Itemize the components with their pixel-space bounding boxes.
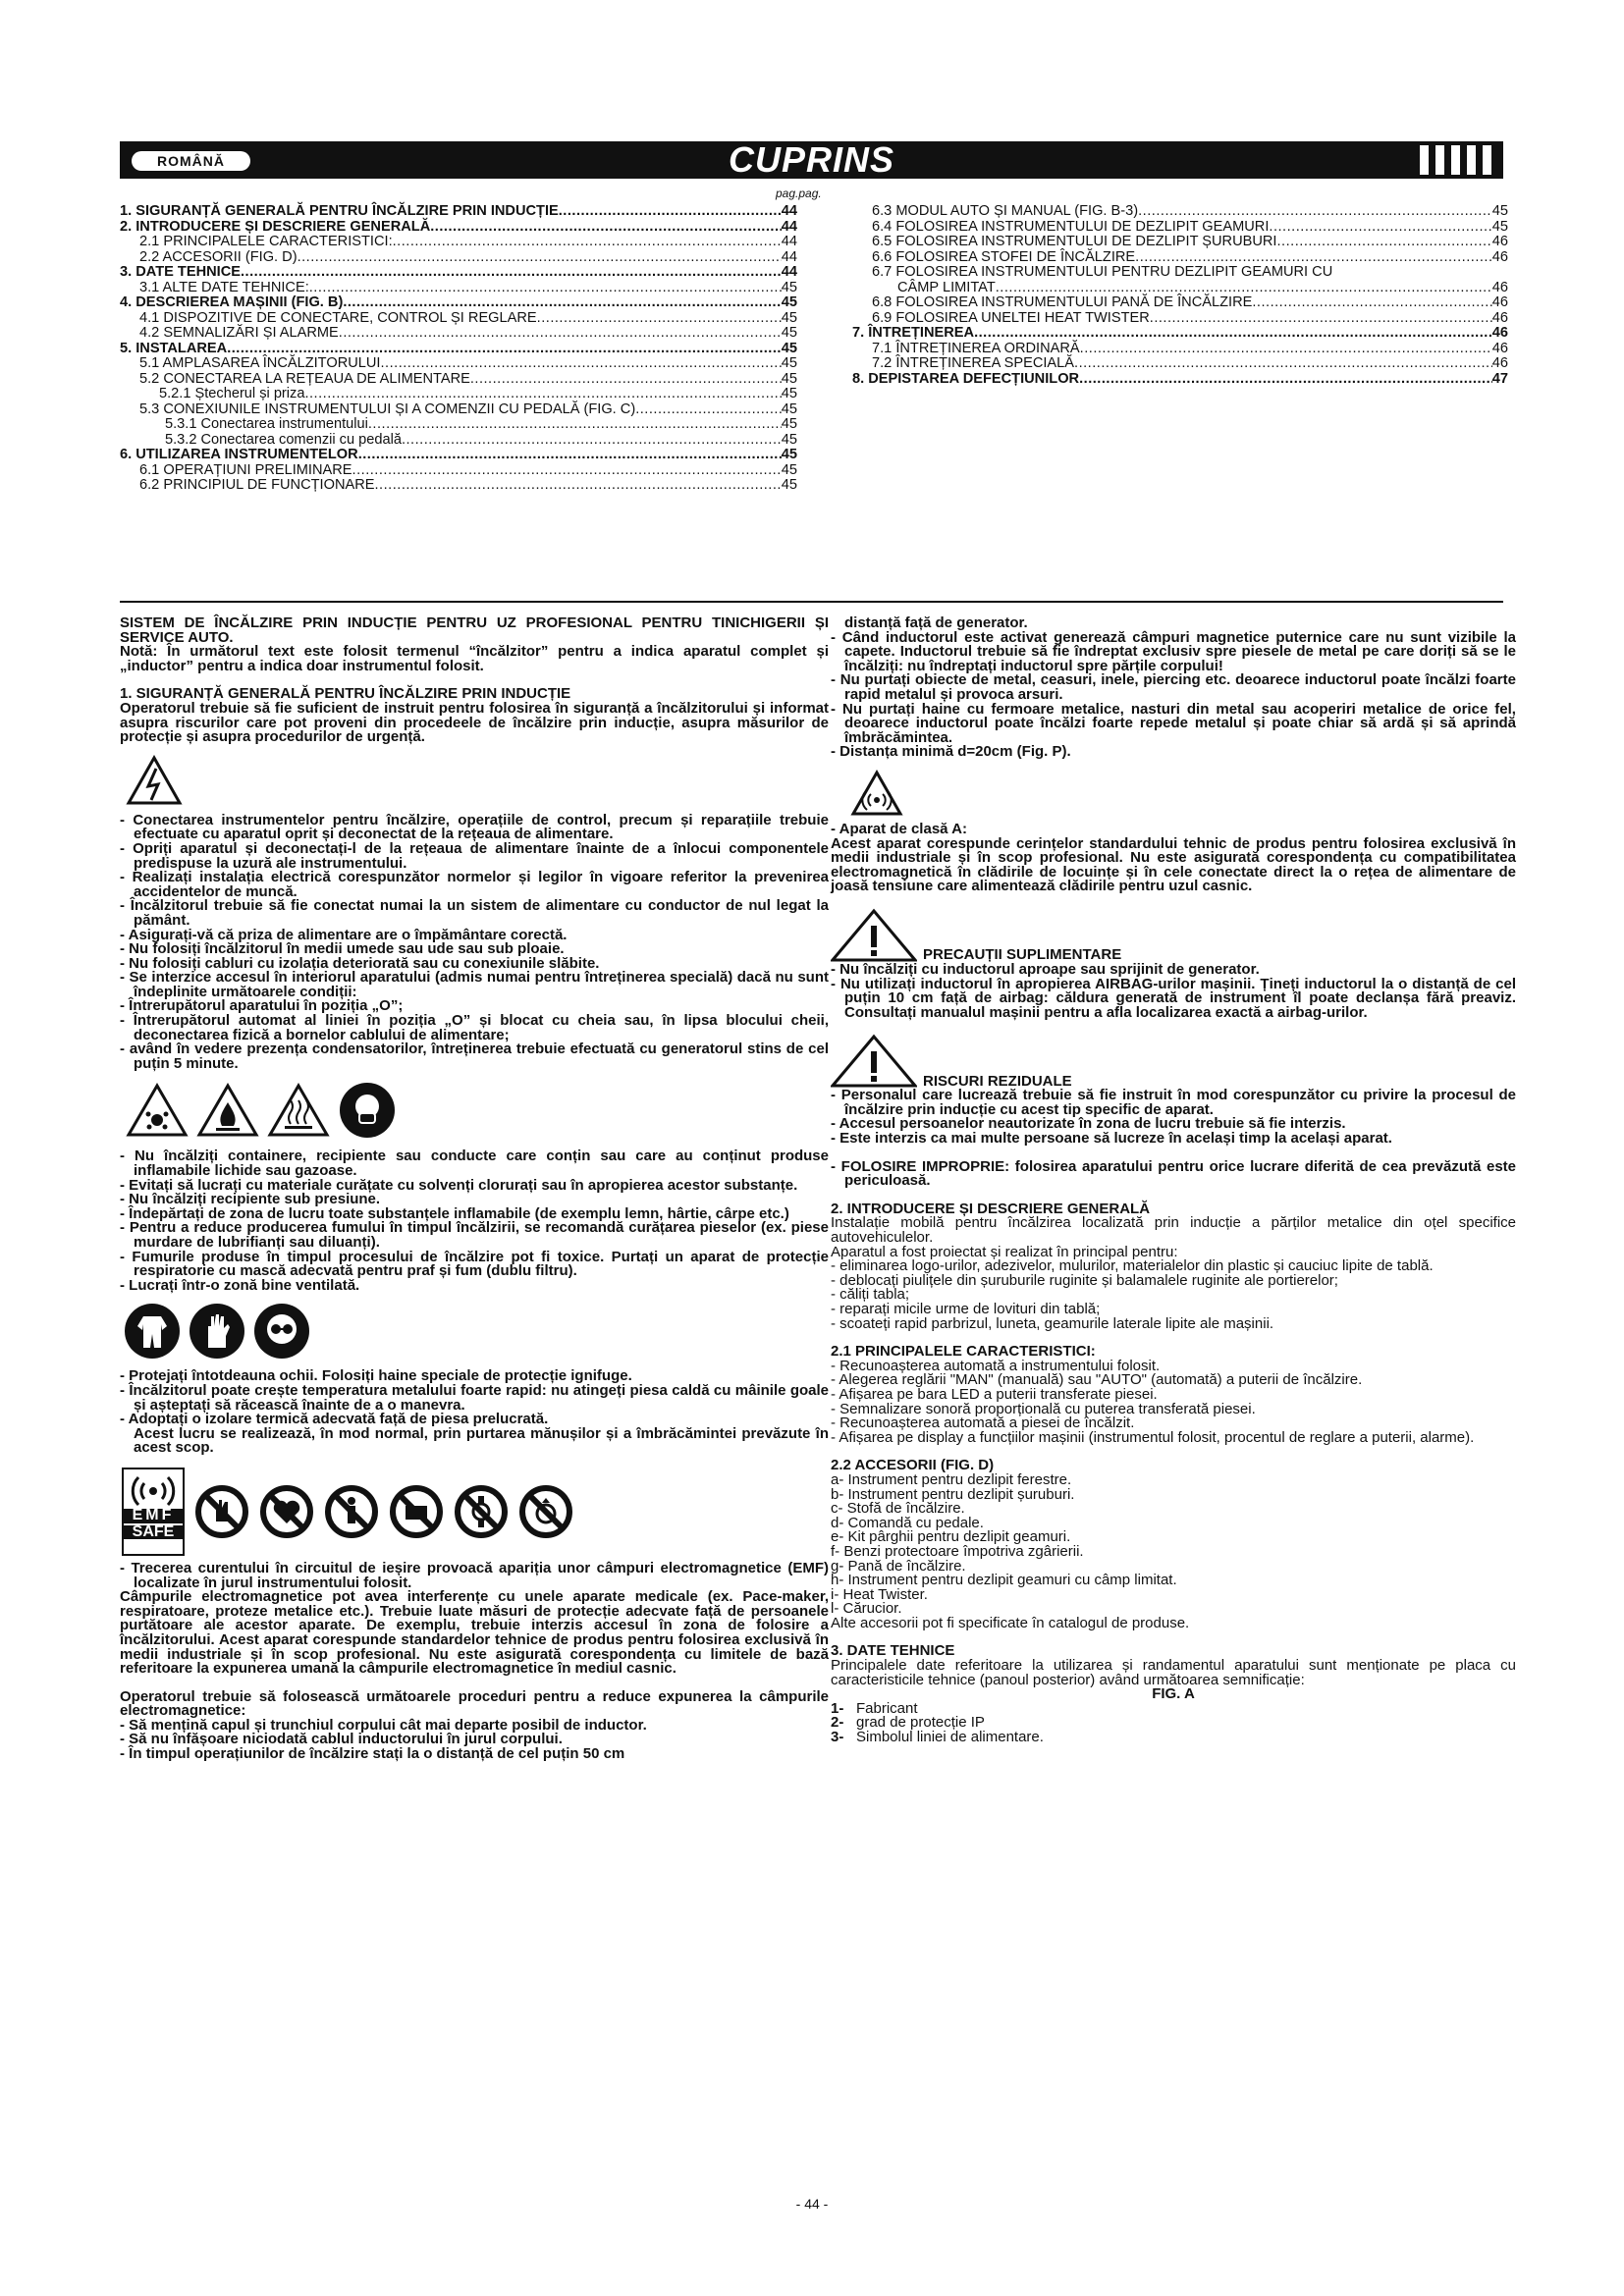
toc-page: 46 <box>1491 279 1508 295</box>
list-item: - Este interzis ca mai multe persoane să lucreze în același timp la același aparat. <box>831 1130 1392 1148</box>
toc-leader <box>559 204 782 220</box>
toc-entry-title: 5.3.2 Conectarea comenzii cu pedală <box>165 431 402 448</box>
page-title: CUPRINS <box>728 139 895 180</box>
list-item: - Să mențină capul și trunchiul corpului cât mai departe posibil de inductor. <box>120 1716 647 1734</box>
toc-leader <box>343 295 781 311</box>
no-metal-objects-icon <box>389 1484 444 1539</box>
toc-entry <box>120 417 797 433</box>
toc-entry <box>120 295 797 311</box>
toc-leader <box>1074 356 1492 372</box>
toc-leader <box>380 356 781 372</box>
list-item: - Pentru a reduce producerea fumului în timpul încălzirii, se recomandă curățarea pieselor (ex. piese murdare de lubrifianți sau diluanți). <box>120 1219 829 1251</box>
class-a-title: - Aparat de clasă A: <box>831 820 967 837</box>
toc-leader <box>393 235 782 250</box>
list-item: - Distanța minimă d=20cm (Fig. P). <box>831 743 1071 761</box>
toc-leader <box>1277 235 1492 250</box>
section-2-2-list <box>831 1470 1516 1618</box>
toc-leader <box>402 433 782 449</box>
toc-entry <box>852 265 1508 281</box>
toc-leader <box>974 326 1492 342</box>
list-item: - Se interzice accesul în interiorul aparatului (admis numai pentru întreținerea specială) dacă nu sunt îndeplinite următoarele condiții: <box>120 969 829 1000</box>
toc-leader <box>304 387 781 402</box>
toc-leader <box>1135 250 1492 266</box>
toc-entry-title: 8. DEPISTAREA DEFECȚIUNILOR <box>852 370 1080 387</box>
list-item: - Nu încălziți cu inductorul aproape sau sprijinit de generator. <box>831 960 1260 978</box>
toc-entry-title: 5.3 CONEXIUNILE INSTRUMENTULUI ȘI A COMENZII CU PEDALĂ (FIG. C) <box>139 400 636 417</box>
toc-entry-title: 2.2 ACCESORII (FIG. D) <box>139 248 298 265</box>
toc-entry <box>120 342 797 357</box>
toc-right <box>852 204 1508 387</box>
list-item: - Îndepărtați de zona de lucru toate substanțele inflamabile (de exemplu lemn, hârtie, cârpe etc.) <box>120 1204 789 1222</box>
page-number: - 44 - <box>795 2196 829 2212</box>
caution-icon <box>831 908 917 963</box>
list-item: - Recunoașterea automată a instrumentului folosit. <box>831 1357 1161 1374</box>
toc-entry-title: 5. INSTALAREA <box>120 340 228 356</box>
toc-page: 44 <box>781 248 797 265</box>
explosion-hazard-icon <box>126 1083 189 1138</box>
toc-page: 46 <box>1491 309 1508 326</box>
toc-page-label: pag.pag. <box>776 187 822 200</box>
list-item: - Afișarea pe bara LED a puterii transferate piesei. <box>831 1385 1158 1403</box>
toc-leader <box>996 281 1492 296</box>
toc-left <box>120 204 797 494</box>
toc-entry-title: 2.1 PRINCIPALELE CARACTERISTICI: <box>139 234 393 249</box>
toc-entry <box>852 281 1508 296</box>
continuation-text: distanță față de generator. <box>844 614 1028 631</box>
section-2-2-tail: Alte accesorii pot fi specificate în catalogul de produse. <box>831 1614 1190 1631</box>
section-2-2-title: 2.2 ACCESORII (FIG. D) <box>831 1457 995 1474</box>
emf-procedure-list <box>120 1716 829 1763</box>
list-item: - Întrerupătorul aparatului în poziția „O”; <box>120 997 404 1015</box>
list-item: - Întrerupătorul automat al liniei în poziția „O” și blocat cu cheia sau, în lipsa blocului cheii, deconectarea fizică a bornelor cablului de alimentare; <box>120 1012 829 1043</box>
toc-page: 45 <box>781 309 797 326</box>
list-item: - Opriți aparatul și deconectați-l de la rețeaua de alimentare înainte de a înlocui componentele predispuse la uzură ale instrumentului. <box>120 839 829 872</box>
toc-entry-title: 4. DESCRIEREA MAȘINII (FIG. B) <box>120 294 344 310</box>
header-bar <box>120 141 1503 179</box>
toc-entry <box>852 356 1508 372</box>
toc-page: 45 <box>781 461 797 478</box>
toc-page: 46 <box>1491 340 1508 356</box>
toc-entry <box>852 220 1508 236</box>
list-item: - Semnalizare sonoră proporțională cu puterea transferată piesei. <box>831 1400 1256 1417</box>
toc-entry <box>120 204 797 220</box>
section-2-1-title: 2.1 PRINCIPALELE CARACTERISTICI: <box>831 1343 1096 1361</box>
emf-icons <box>122 1468 829 1556</box>
list-item: - Evitați să lucrați cu materiale curățate cu solvenți clorurați sau în apropierea acestor substanțe. <box>120 1176 798 1194</box>
residual-risks-heading <box>831 1034 1516 1089</box>
toc-page: 45 <box>781 279 797 295</box>
emf-safe-badge <box>122 1468 185 1556</box>
list-item: - Fumurile produse în timpul procesului de încălzire pot fi toxice. Purtați un aparat de protecție respiratorie cu mască adecvată pentru praf și fum (dublu filtru). <box>120 1248 829 1280</box>
toc-entry <box>120 387 797 402</box>
list-item: l- Cărucior. <box>831 1600 902 1618</box>
list-item: e- Kit pârghii pentru dezlipit geamuri. <box>831 1528 1071 1546</box>
toc-entry <box>852 326 1508 342</box>
list-item: - În timpul operațiunilor de încălzire stați la o distanță de cel puțin 50 cm <box>120 1745 625 1763</box>
fig-a-item: 1- Fabricant <box>831 1699 918 1717</box>
toc-entry <box>120 478 797 494</box>
toc-page: 44 <box>781 203 797 219</box>
no-watch-icon <box>454 1484 509 1539</box>
toc-leader <box>470 372 782 388</box>
toc-entry <box>852 250 1508 266</box>
toc-entry <box>120 372 797 388</box>
header-bars <box>1420 145 1491 175</box>
list-item: c- Stofă de încălzire. <box>831 1500 965 1518</box>
precautions-list <box>831 960 1516 1021</box>
list-item: - Protejați întotdeauna ochii. Folosiți haine speciale de protecție ignifuge. <box>120 1367 632 1385</box>
list-item: - scoateți rapid parbrizul, luneta, geamurile laterale lipite ale mașinii. <box>831 1314 1274 1332</box>
safety-list-c <box>120 1369 829 1426</box>
toc-page: 45 <box>781 370 797 387</box>
list-item: i- Heat Twister. <box>831 1585 928 1603</box>
toc-entry <box>120 402 797 418</box>
toc-leader <box>635 402 782 418</box>
safety-list-a <box>120 811 830 1072</box>
toc-page: 46 <box>1491 325 1508 341</box>
toc-entry <box>120 235 797 250</box>
list-item: - căliți tabla; <box>831 1286 910 1304</box>
toc-entry-title: 7. ÎNTREȚINEREA <box>852 325 975 341</box>
toc-page: 45 <box>781 386 797 401</box>
section-2-1-list <box>831 1357 1516 1446</box>
toc-leader <box>1252 295 1491 311</box>
toc-leader <box>241 265 782 281</box>
toc-entry-title: 4.2 SEMNALIZĂRI ȘI ALARME <box>139 325 339 341</box>
misuse-text: - FOLOSIRE IMPROPRIE: folosirea aparatului pentru orice lucrare diferită de cea prevăzută este periculoasă. <box>831 1157 1516 1190</box>
toc-entry-title: 6. UTILIZAREA INSTRUMENTELOR <box>120 447 358 462</box>
list-item: - Încălzitorul poate crește temperatura metalului foarte rapid: nu atingeți piesa caldă cu mâinile goale și așteptați să răcească înainte de a o manevra. <box>120 1381 829 1414</box>
toc-leader <box>1138 204 1492 220</box>
toc-entry <box>120 356 797 372</box>
toc-entry-title: 2. INTRODUCERE ȘI DESCRIERE GENERALĂ <box>120 218 431 235</box>
list-item: b- Instrument pentru dezlipit șuruburi. <box>831 1485 1075 1503</box>
list-item: - Nu purtați obiecte de metal, ceasuri, inele, piercing etc. deoarece inductorul poate încălzi foarte rapid metalul și provoca arsuri. <box>831 671 1516 703</box>
toc-leader <box>1150 311 1492 327</box>
toc-entry-title: 1. SIGURANȚĂ GENERALĂ PENTRU ÎNCĂLZIRE PRIN INDUCȚIE <box>120 203 559 219</box>
toc-page: 45 <box>781 431 797 448</box>
list-item: - Adoptați o izolare termică adecvată față de piesa prelucrată. <box>120 1411 549 1428</box>
list-item: h- Instrument pentru dezlipit geamuri cu câmp limitat. <box>831 1572 1177 1589</box>
toc-entry-title: 6.8 FOLOSIREA INSTRUMENTULUI PANĂ DE ÎNCĂLZIRE <box>872 294 1253 310</box>
toc-page: 45 <box>1491 203 1508 219</box>
list-item: - Personalul care lucrează trebuie să fie instruit în mod corespunzător cu privire la procesul de încălzire prin inducție cu acest tip specific de aparat. <box>831 1087 1516 1118</box>
non-ionizing-radiation-icon <box>850 770 903 817</box>
toc-entry-title: 7.2 ÎNTREȚINEREA SPECIALĂ <box>872 355 1075 371</box>
toc-entry <box>120 433 797 449</box>
toc-entry <box>120 250 797 266</box>
safe-label: SAFE <box>124 1525 183 1540</box>
toc-entry-title: 6.6 FOLOSIREA STOFEI DE ÎNCĂLZIRE <box>872 248 1136 265</box>
toc-entry-title: 6.1 OPERAȚIUNI PRELIMINARE <box>139 461 352 478</box>
toc-leader <box>339 326 782 342</box>
section-1-title: 1. SIGURANȚĂ GENERALĂ PENTRU ÎNCĂLZIRE PRIN INDUCȚIE <box>120 685 571 703</box>
toc-page: 44 <box>781 264 797 280</box>
toc-leader <box>430 220 782 236</box>
list-item: - eliminarea logo-urilor, adezivelor, mulurilor, materialelor din plastic și cauciuc lipite de tablă. <box>831 1257 1434 1275</box>
toc-entry <box>120 463 797 479</box>
list-item: - Nu folosiți încălzitorul în medii umede sau ude sau sub ploaie. <box>120 940 565 958</box>
section-1-text: Operatorul trebuie să fie suficient de instruit pentru folosirea în siguranță a încălzitorului și informat asupra riscurilor care pot proveni din procedeele de încălzire prin inducție, asupra măsurilor de protecție și asupra procedurilor de urgență. <box>120 699 829 746</box>
toc-page: 46 <box>1491 294 1508 310</box>
electric-hazard-icon <box>126 755 183 806</box>
toc-page: 45 <box>781 416 797 432</box>
precautions-heading <box>831 908 1516 963</box>
toc-entry-title: 6.2 PRINCIPIUL DE FUNCȚIONARE <box>139 477 375 493</box>
toc-entry <box>120 265 797 281</box>
toc-entry-title: 6.7 FOLOSIREA INSTRUMENTULUI PENTRU DEZLIPIT GEAMURI CU <box>872 264 1333 280</box>
section-2-text-2: Aparatul a fost proiectat și realizat în principal pentru: <box>831 1243 1178 1260</box>
inductor-safety-list <box>831 628 1516 761</box>
toc-leader <box>537 311 782 327</box>
toc-page: 45 <box>781 400 797 417</box>
emf-text: Câmpurile electromagnetice pot avea interferențe cu unele aparate medicale (ex. Pace-maker, respiratoare, proteze metalice etc.). Trebuie luate măsuri de protecție adecvate față de persoanele purtătoare ale acestor aparate. De exemplu, trebuie interzis accesul în zona de folosire a încălzitorului. Acest aparat corespunde standardelor tehnice de produs pentru folosirea exclusivă în medii industriale și în scop profesional. Nu este asigurată corespondența cu limitele de bază referitoare la expunerea umană la câmpurile electromagnetice în mediul casnic. <box>120 1588 829 1678</box>
warning-icons-2 <box>126 1081 829 1140</box>
no-touch-icon <box>194 1484 249 1539</box>
toc-entry <box>120 220 797 236</box>
left-column <box>120 616 829 1762</box>
no-jewelry-icon <box>518 1484 573 1539</box>
toc-entry <box>852 295 1508 311</box>
list-item: d- Comandă cu pedale. <box>831 1514 984 1531</box>
toc-entry-title: 7.1 ÎNTREȚINEREA ORDINARĂ <box>872 340 1080 356</box>
eye-protection-icon <box>253 1303 310 1360</box>
list-item: - Nu utilizați inductorul în apropierea AIRBAG-urilor mașinii. Țineți inductorul la o distanță de cel puțin 10 cm față de airbag: căldura generată de instrument îl poate declanșa fără preaviz. Consultați manualul mașinii pentru a afla localizarea exactă a airbag-urilor. <box>831 975 1516 1021</box>
class-a-text: Acest aparat corespunde cerințelor standardului tehnic de produs pentru folosirea exclusivă în medii industriale și în scop profesional. Nu este asigurată corespondența cu compatibilitatea electromagnetică în clădirile de locuințe și în cele conectate direct la o rețea de alimentare de joasă tensiune care alimentează clădirile pentru uzul casnic. <box>831 834 1516 895</box>
toc-page: 45 <box>781 447 797 462</box>
toc-entry-title: 5.2.1 Ștecherul și priza <box>159 386 305 401</box>
toc-entry-title: 6.3 MODUL AUTO ȘI MANUAL (FIG. B-3) <box>872 203 1139 219</box>
right-column <box>831 616 1516 1745</box>
list-item: - Accesul persoanelor neautorizate în zona de lucru trebuie să fie interzis. <box>831 1115 1346 1133</box>
toc-entry-title: 5.2 CONECTAREA LA REȚEAUA DE ALIMENTARE <box>139 370 470 387</box>
list-item: - Conectarea instrumentelor pentru încălzire, operațiile de control, precum și reparațiile trebuie efectuate cu aparatul oprit și deconectat de la rețeaua de alimentare. <box>120 811 829 843</box>
toc-page: 46 <box>1491 355 1508 371</box>
toc-leader <box>1080 342 1492 357</box>
ppe-icons <box>124 1303 829 1360</box>
precautions-title: PRECAUȚII SUPLIMENTARE <box>923 946 1122 964</box>
section-2-list <box>831 1259 1516 1331</box>
toc-entry-title: 3. DATE TEHNICE <box>120 264 241 280</box>
divider <box>120 601 1503 603</box>
list-item: - Încălzitorul trebuie să fie conectat numai la un sistem de alimentare cu conductor de nul legat la pământ. <box>120 897 829 929</box>
list-item: g- Pană de încălzire. <box>831 1557 966 1575</box>
residual-risks-list <box>831 1089 1516 1146</box>
toc-page: 44 <box>781 218 797 235</box>
emf-label: EMF <box>124 1509 183 1523</box>
toc-entry <box>120 281 797 296</box>
respirator-icon <box>338 1081 397 1140</box>
list-item: - reparați micile urme de lovituri din tablă; <box>831 1301 1101 1317</box>
list-item: - Să nu înfășoare niciodată cablul inductorului în jurul corpului. <box>120 1731 563 1748</box>
toc-page: 45 <box>781 325 797 341</box>
list-item: a- Instrument pentru dezlipit ferestre. <box>831 1470 1072 1488</box>
toc-entry-title: 6.9 FOLOSIREA UNELTEI HEAT TWISTER <box>872 309 1150 326</box>
list-item: - Asigurați-vă că priza de alimentare are o împământare corectă. <box>120 926 568 943</box>
caution-icon <box>831 1034 917 1089</box>
toc-page: 45 <box>781 340 797 356</box>
toc-entry-title: CÂMP LIMITAT <box>897 279 996 295</box>
toc-page: 46 <box>1491 248 1508 265</box>
intro-title: SISTEM DE ÎNCĂLZIRE PRIN INDUCȚIE PENTRU UZ PROFESIONAL PENTRU TINICHIGERII ȘI SERVICE AUTO. <box>120 614 829 646</box>
toc-leader <box>1079 372 1492 388</box>
hot-surface-icon <box>267 1083 330 1138</box>
list-item: - deblocați piulițele din șuruburile ruginite și balamalele ruginite ale portierelor; <box>831 1271 1338 1289</box>
toc-page: 47 <box>1491 370 1508 387</box>
toc-entry <box>852 235 1508 250</box>
residual-risks-title: RISCURI REZIDUALE <box>923 1072 1072 1090</box>
toc-leader <box>375 478 782 494</box>
emf-procedure-intro: Operatorul trebuie să folosească următoarele proceduri pentru a reduce expunerea la câmpurile electromagnetice: <box>120 1687 829 1720</box>
toc-entry-title: 6.4 FOLOSIREA INSTRUMENTULUI DE DEZLIPIT GEAMURI <box>872 218 1270 235</box>
toc-leader <box>298 250 782 266</box>
radio-waves-icon <box>129 1469 178 1509</box>
toc-entry <box>852 311 1508 327</box>
emf-list-item: - Trecerea curentului în circuitul de ieșire provoacă apariția unor câmpuri electromagnetice (EMF) localizate în jurul instrumentului folosit. <box>120 1559 829 1591</box>
toc-leader <box>227 342 782 357</box>
toc-leader <box>309 281 782 296</box>
warning-icons-1 <box>126 755 829 806</box>
toc-page: 45 <box>781 355 797 371</box>
toc-entry-title: 6.5 FOLOSIREA INSTRUMENTULUI DE DEZLIPIT ȘURUBURI <box>872 234 1277 249</box>
toc-entry-title: 5.1 AMPLASAREA ÎNCĂLZITORULUI <box>139 355 381 371</box>
toc-entry-title: 3.1 ALTE DATE TEHNICE: <box>139 279 309 295</box>
toc-page: 45 <box>1491 218 1508 235</box>
list-c-tail: Acest lucru se realizează, în mod normal, prin purtarea mănușilor și a îmbrăcămintei prevăzute în acest scop. <box>134 1424 829 1457</box>
toc-page: 45 <box>781 294 797 310</box>
list-item: - având în vedere prezența condensatorilor, întreținerea trebuie efectuată cu generatorul stins de cel puțin 5 minute. <box>120 1041 829 1072</box>
list-item: - Nu încălziți recipiente sub presiune. <box>120 1191 381 1208</box>
toc-entry <box>852 204 1508 220</box>
list-item: - Nu încălziți containere, recipiente sau conducte care conțin sau care au conținut produse inflamabile lichide sau gazoase. <box>120 1148 829 1180</box>
fire-hazard-icon <box>196 1083 259 1138</box>
list-item: - Nu folosiți cabluri cu izolația deteriorată sau cu conexiunile slăbite. <box>120 954 600 972</box>
list-item: - Lucrați într-o zonă bine ventilată. <box>120 1276 360 1294</box>
protective-clothing-icon <box>124 1303 181 1360</box>
list-item: f- Benzi protectoare împotriva zgârierii. <box>831 1542 1084 1560</box>
fig-a-item: 3- Simbolul liniei de alimentare. <box>831 1729 1044 1746</box>
toc-page: 44 <box>781 234 797 249</box>
toc-leader <box>358 448 782 463</box>
toc-page: 46 <box>1491 234 1508 249</box>
toc-entry-title: 5.3.1 Conectarea instrumentului <box>165 416 368 432</box>
list-item: - Nu purtați haine cu fermoare metalice, nasturi din metal sau acoperiri metalice de orice fel, deoarece inductorul poate încălzi foarte repede metalul și poate chiar să ardă și să aprindă îmbrăcămintea. <box>831 700 1516 746</box>
no-pacemaker-icon <box>259 1484 314 1539</box>
section-3-title: 3. DATE TEHNICE <box>831 1642 955 1660</box>
section-3-text: Principalele date referitoare la utilizarea și randamentul aparatului sunt menționate pe placa cu caracteristicile tehnice (panoul posterior) având următoarea semnificație: <box>831 1657 1516 1688</box>
list-item: - Recunoașterea automată a piesei de încălzit. <box>831 1415 1135 1432</box>
list-item: - Alegerea reglării "MAN" (manuală) sau "AUTO" (automată) a puterii de încălzire. <box>831 1371 1363 1389</box>
toc-entry <box>120 326 797 342</box>
toc-leader <box>352 463 782 479</box>
fig-a-item: 2- grad de protecție IP <box>831 1714 985 1732</box>
intro-note: Notă: În următorul text este folosit termenul “încălzitor” pentru a indica aparatul complet și „inductor” pentru a indica doar instrumentul folosit. <box>120 643 829 674</box>
toc-entry <box>852 372 1508 388</box>
toc-entry-title: 4.1 DISPOZITIVE DE CONECTARE, CONTROL ȘI REGLARE <box>139 309 537 326</box>
no-implants-icon <box>324 1484 379 1539</box>
toc-page: 45 <box>781 477 797 493</box>
list-item: - Realizați instalația electrică corespunzător normelor și legilor în vigoare referitor la prevenirea accidentelor de muncă. <box>120 869 830 900</box>
section-2-text: Instalație mobilă pentru încălzirea localizată prin inducție a părților metalice din oțel specifice autovehiculelor. <box>831 1214 1516 1247</box>
toc-entry <box>120 311 797 327</box>
list-item: - Afișarea pe display a funcțiilor mașinii (instrumentul folosit, procentul de reglare a puterii, alarme). <box>831 1428 1475 1446</box>
class-a-icons <box>850 770 1516 817</box>
language-tag: ROMÂNĂ <box>132 151 250 171</box>
fig-a-list <box>831 1699 1516 1746</box>
gloves-icon <box>189 1303 245 1360</box>
toc-entry <box>120 448 797 463</box>
toc-entry <box>852 342 1508 357</box>
toc-leader <box>1269 220 1491 236</box>
safety-list-b <box>120 1149 829 1293</box>
section-2-title: 2. INTRODUCERE ȘI DESCRIERE GENERALĂ <box>831 1200 1151 1217</box>
toc-leader <box>368 417 782 433</box>
list-item: - Când inductorul este activat generează câmpuri magnetice puternice care nu sunt vizibile la capete. Inductorul trebuie să fie îndreptat exclusiv spre piesele de metal pe care doriți să se le încălziți: nu îndreptați inductorul spre părțile corpului! <box>831 628 1516 674</box>
fig-a-label: FIG. A <box>1152 1685 1195 1703</box>
